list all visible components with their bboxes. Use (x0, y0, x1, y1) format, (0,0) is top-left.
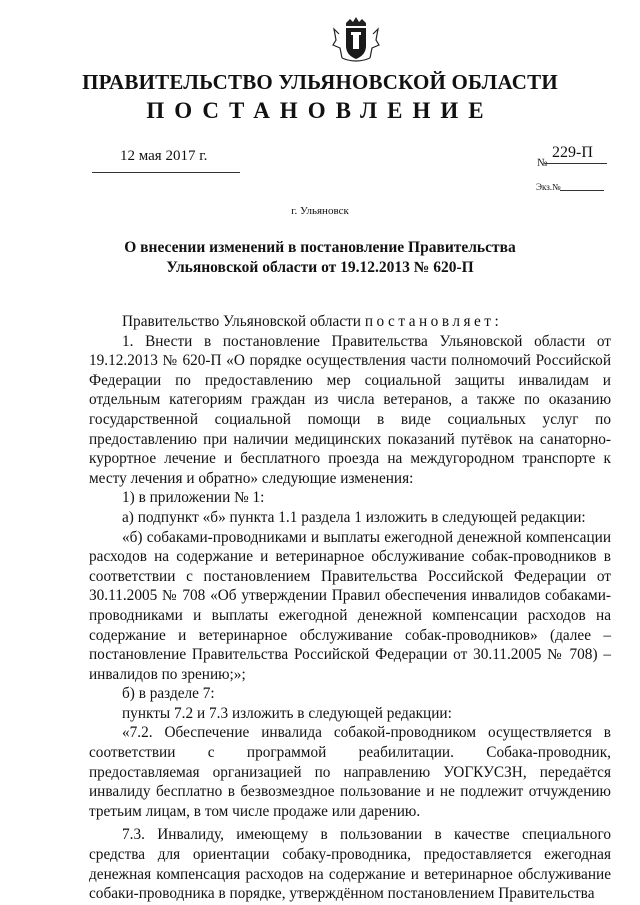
government-name: ПРАВИТЕЛЬСТВО УЛЬЯНОВСКОЙ ОБЛАСТИ (82, 70, 558, 94)
decree-number: 229-П (552, 144, 593, 161)
paragraph-3: а) подпункт «б» пункта 1.1 раздела 1 изложить в следующей редакции: (122, 508, 586, 526)
number-underline (545, 163, 607, 164)
intro-prefix: Правительство Ульяновской области (122, 313, 361, 330)
intro-paragraph (89, 312, 611, 332)
city-name: г. Ульяновск (291, 205, 349, 217)
paragraph-1: 1. Внести в постановление Правительства Ульяновской области от 19.12.2013 № 620-П «О порядке осуществления части полномочий Российской Федерации по предоставлению мер социальной защиты инвалидам и отдельным категориям граждан из числа ветеранов, а также по оказанию государственной социальной помощи в виде социальных услуг по предоставлению при наличии медицинских показаний путёвок на санаторно-курортное лечение и бесплатного проезда на междугородном транспорте к месту лечения и обратно» следующие изменения: (89, 332, 611, 487)
coat-of-arms-icon (330, 14, 382, 66)
date-underline (92, 172, 240, 173)
copy-number-underline (560, 190, 604, 191)
paragraph-5: б) в разделе 7: (122, 685, 215, 703)
decree-date: 12 мая 2017 г. (120, 148, 208, 164)
number-sign: № (537, 157, 548, 169)
heading-line-2: Ульяновской области от 19.12.2013 № 620-П (166, 259, 474, 276)
paragraph-2: 1) в приложении № 1: (122, 489, 265, 507)
paragraph-7: «7.2. Обеспечение инвалида собакой-проводником осуществляется в соответствии с программой реабилитации. Собака-проводник, предоставляемая организацией по направлению УОГКУСЗН, передаётся инвалиду бесплатно в безвозмездное пользование и не подлежит отчуждению третьим лицам, в том числе продаже или дарению. (89, 724, 611, 820)
document-type: ПОСТАНОВЛЕНИЕ (146, 98, 494, 123)
paragraph-6: пункты 7.2 и 7.3 изложить в следующей редакции: (122, 704, 452, 722)
document-heading (100, 238, 540, 278)
paragraph-4: «б) собаками-проводниками и выплаты ежегодной денежной компенсации расходов на содержание и ветеринарное обслуживание собак-проводников в соответствии с постановлением Правительства Российской Федерации от 30.11.2005 № 708 «Об утверждении Правил обеспечения инвалидов собаками-проводниками и выплаты ежегодной денежной компенсации расходов на содержание и ветеринарное обслуживание собак-проводников» (далее – постановление Правительства Российской Федерации от 30.11.2005 № 708) – инвалидов по зрению;»; (89, 528, 611, 683)
intro-verb: постановляет: (364, 313, 503, 330)
copy-number-label: Экз.№ (536, 182, 561, 192)
document-body (89, 312, 611, 904)
paragraph-8: 7.3. Инвалиду, имеющему в пользовании в качестве специального средства для ориентации собаку-проводника, предоставляется ежегодная денежная компенсация расходов на содержание и ветеринарное обслуживание собаки-проводника в порядке, утверждённом постановлением Правительства (89, 826, 611, 903)
heading-line-1: О внесении изменений в постановление Правительства (124, 239, 516, 256)
